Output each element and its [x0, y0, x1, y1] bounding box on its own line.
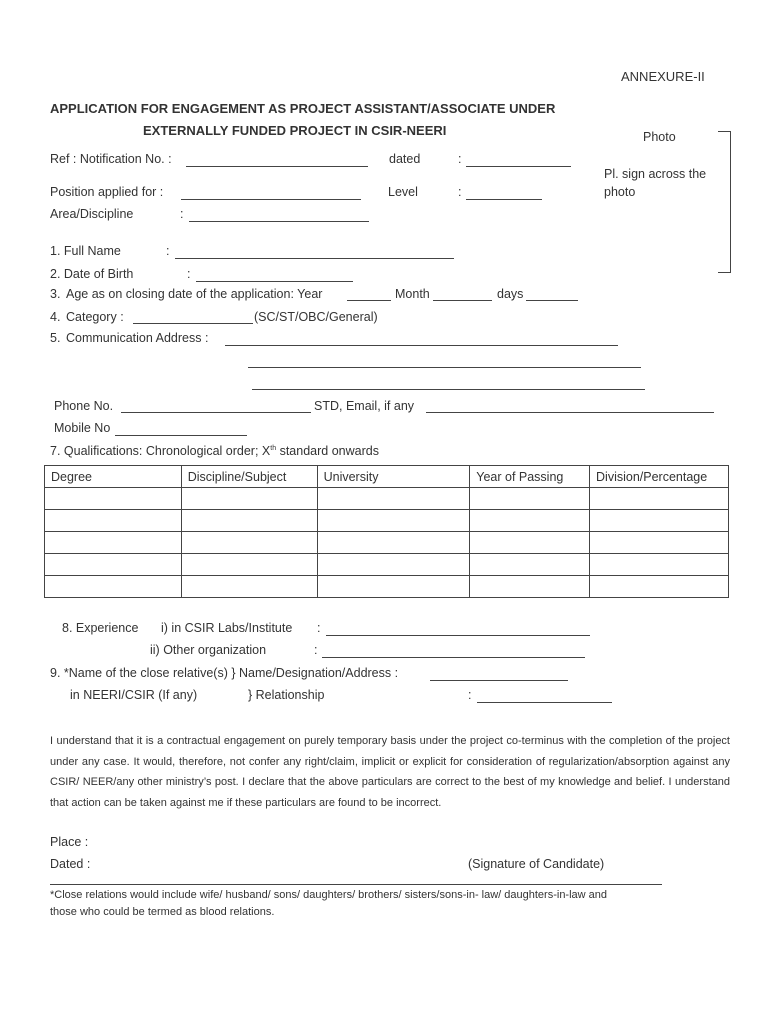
- full-name-label: 1. Full Name: [50, 244, 121, 258]
- ref-notification-label: Ref : Notification No. :: [50, 152, 172, 166]
- table-row: [45, 554, 729, 576]
- experience-csir-colon: :: [317, 621, 321, 635]
- photo-label: Photo: [643, 130, 676, 144]
- table-row: [45, 576, 729, 598]
- category-number: 4.: [50, 310, 61, 324]
- header-degree: Degree: [45, 466, 182, 488]
- age-month-field[interactable]: [433, 300, 492, 301]
- mobile-field[interactable]: [115, 435, 247, 436]
- mobile-label: Mobile No: [54, 421, 111, 435]
- dated-field[interactable]: [466, 166, 571, 167]
- position-field[interactable]: [181, 199, 361, 200]
- table-cell[interactable]: [45, 576, 182, 598]
- table-row: [45, 532, 729, 554]
- header-year: Year of Passing: [470, 466, 590, 488]
- area-field[interactable]: [189, 221, 369, 222]
- address-field-line3[interactable]: [252, 389, 645, 390]
- std-email-label: STD, Email, if any: [314, 399, 415, 413]
- age-month-label: Month: [395, 287, 430, 301]
- experience-csir-field[interactable]: [326, 635, 590, 636]
- relative-label-line2a: in NEERI/CSIR (If any): [70, 688, 198, 702]
- table-cell[interactable]: [181, 576, 317, 598]
- relative-label-line2b: } Relationship: [248, 688, 325, 702]
- table-cell[interactable]: [317, 532, 470, 554]
- footnote-divider: [50, 884, 662, 885]
- experience-other-label: ii) Other organization: [150, 643, 267, 657]
- qualifications-table: [44, 465, 729, 598]
- table-cell[interactable]: [590, 554, 729, 576]
- form-title-line1: APPLICATION FOR ENGAGEMENT AS PROJECT ASSISTANT/ASSOCIATE UNDER: [50, 101, 556, 116]
- place-label: Place :: [50, 835, 89, 849]
- table-cell[interactable]: [45, 510, 182, 532]
- position-label: Position applied for :: [50, 185, 164, 199]
- form-title-line2: EXTERNALLY FUNDED PROJECT IN CSIR-NEERI: [143, 123, 447, 138]
- area-colon: :: [180, 207, 184, 221]
- dated-label: dated: [389, 152, 421, 166]
- table-header-row: [45, 466, 729, 488]
- table-cell[interactable]: [470, 510, 590, 532]
- table-cell[interactable]: [470, 488, 590, 510]
- table-cell[interactable]: [590, 576, 729, 598]
- dated-colon: :: [458, 152, 462, 166]
- table-cell[interactable]: [45, 488, 182, 510]
- photo-sign-line2: photo: [604, 185, 636, 199]
- annexure-label: ANNEXURE-II: [621, 69, 705, 84]
- photo-box[interactable]: [718, 131, 731, 273]
- experience-label: 8. Experience: [62, 621, 139, 635]
- table-cell[interactable]: [590, 488, 729, 510]
- table-row: [45, 488, 729, 510]
- category-label: Category :: [66, 310, 124, 324]
- table-cell[interactable]: [317, 576, 470, 598]
- photo-sign-line1: Pl. sign across the: [604, 167, 707, 181]
- dob-field[interactable]: [196, 281, 353, 282]
- table-cell[interactable]: [317, 510, 470, 532]
- level-colon: :: [458, 185, 462, 199]
- area-label: Area/Discipline: [50, 207, 134, 221]
- full-name-colon: :: [166, 244, 170, 258]
- footnote: [50, 887, 690, 920]
- category-field[interactable]: [133, 323, 253, 324]
- experience-other-colon: :: [314, 643, 318, 657]
- table-cell[interactable]: [590, 510, 729, 532]
- table-cell[interactable]: [470, 576, 590, 598]
- header-university: University: [317, 466, 470, 488]
- dob-label: 2. Date of Birth: [50, 267, 134, 281]
- address-number: 5.: [50, 331, 61, 345]
- relative-relationship-field[interactable]: [477, 702, 612, 703]
- table-cell[interactable]: [590, 532, 729, 554]
- level-field[interactable]: [466, 199, 542, 200]
- address-field-line1[interactable]: [225, 345, 618, 346]
- table-cell[interactable]: [470, 532, 590, 554]
- relative-colon: :: [468, 688, 472, 702]
- dated-bottom-label: Dated :: [50, 857, 91, 871]
- table-cell[interactable]: [45, 554, 182, 576]
- qualifications-label: 7. Qualifications: Chronological order; Xth standard onwards: [50, 444, 379, 458]
- table-cell[interactable]: [317, 488, 470, 510]
- relative-name-field[interactable]: [430, 680, 568, 681]
- age-year-field[interactable]: [347, 300, 391, 301]
- table-row: [45, 510, 729, 532]
- header-division: Division/Percentage: [590, 466, 729, 488]
- footnote-line1: *Close relations would include wife/ husband/ sons/ daughters/ brothers/ sisters/sons-in- law/ daughters-in-law and: [50, 889, 608, 901]
- address-label: Communication Address :: [66, 331, 209, 345]
- experience-other-field[interactable]: [322, 657, 585, 658]
- header-discipline: Discipline/Subject: [181, 466, 317, 488]
- table-cell[interactable]: [317, 554, 470, 576]
- table-cell[interactable]: [45, 532, 182, 554]
- ref-notification-field[interactable]: [186, 166, 368, 167]
- phone-label: Phone No.: [54, 399, 114, 413]
- dob-colon: :: [187, 267, 191, 281]
- declaration-text: I understand that it is a contractual engagement on purely temporary basis under the project co-terminus with the completion of the project under any case. It would, therefore, not confer any right/claim, implicit or explicit for consideration of regularization/absorption against any CSIR/ NEER/any other ministry’s post. I declare that the above particulars are correct to the best of my knowledge and belief. I understand that action can be taken against me if these particulars are found to be incorrect.: [50, 735, 730, 809]
- table-cell[interactable]: [181, 488, 317, 510]
- signature-label: (Signature of Candidate): [468, 857, 605, 871]
- full-name-field[interactable]: [175, 258, 454, 259]
- category-options: (SC/ST/OBC/General): [254, 310, 378, 324]
- level-label: Level: [388, 185, 418, 199]
- age-days-label: days: [497, 287, 524, 301]
- footnote-line2: those who could be termed as blood relations.: [50, 905, 275, 918]
- age-number: 3.: [50, 287, 61, 301]
- relative-label-line1: 9. *Name of the close relative(s) } Name/Designation/Address :: [50, 666, 399, 680]
- table-cell[interactable]: [181, 554, 317, 576]
- table-cell[interactable]: [181, 510, 317, 532]
- table-cell[interactable]: [181, 532, 317, 554]
- age-label: Age as on closing date of the application: Year: [66, 287, 323, 301]
- experience-csir-label: i) in CSIR Labs/Institute: [161, 621, 293, 635]
- table-cell[interactable]: [470, 554, 590, 576]
- address-field-line2[interactable]: [248, 367, 641, 368]
- email-field[interactable]: [426, 412, 714, 413]
- phone-field[interactable]: [121, 412, 311, 413]
- age-days-field[interactable]: [526, 300, 578, 301]
